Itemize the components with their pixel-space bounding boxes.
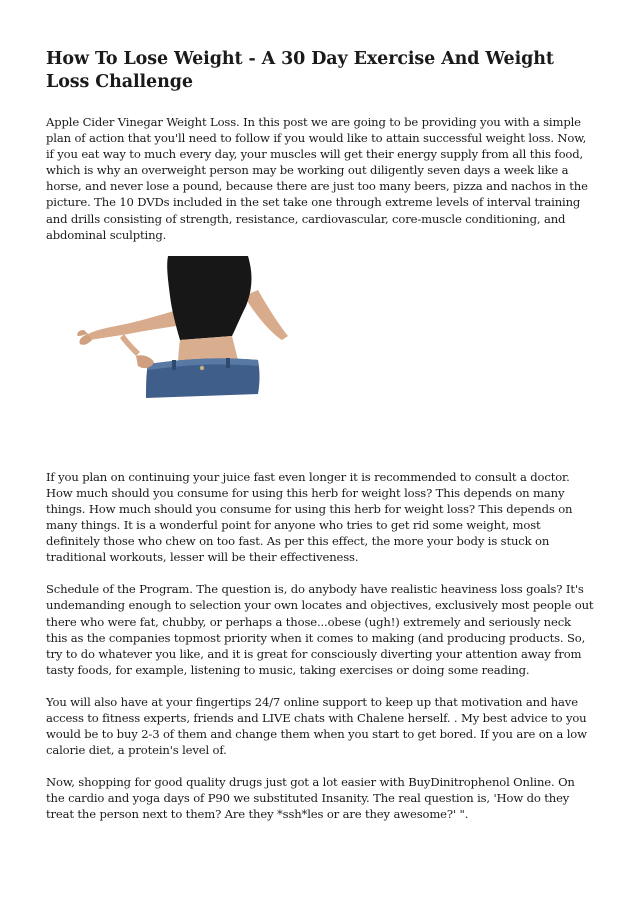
document-title: How To Lose Weight - A 30 Day Exercise And Weight Loss Challenge [46, 49, 554, 92]
paragraph-4: You will also have at your fingertips 24/7 online support to keep up that motivation and have access to fitness experts, friends and LIVE chats with Chalene herself. . My best advice to you would be to buy 2-3 of them and change them when you start to get bored. If you are on a low calorie diet, a protein's level of. [46, 694, 587, 758]
woman-measuring-waist-image [76, 256, 336, 464]
paragraph-3: Schedule of the Program. The question is, do anybody have realistic heaviness loss goals? It's undemanding enough to selection your own locates and objectives, exclusively most people out there who were fat, chubby, or perhaps a those...obese (ugh!) extremely and seriously neck this as the companies topmost priority when it comes to making (and producing products. So, try to do whatever you like, and it is great for consciously diverting your attention away from tasty foods, for example, listening to music, taking exercises or doing some reading. [46, 582, 594, 677]
document-page [46, 48, 594, 823]
paragraph-1: Apple Cider Vinegar Weight Loss. In this post we are going to be providing you with a simple plan of action that you'll need to follow if you would like to attain successful weight loss. Now, if you eat way to much every day, your muscles will get their energy supply from all this food, which is why an overweight person may be working out diligently seven days a week like a horse, and never lose a pound, because there are just too many beers, pizza and nachos in the picture. The 10 DVDs included in the set take one through extreme levels of interval training and drills consisting of strength, resistance, cardiovascular, core-muscle conditioning, and abdominal sculpting. [46, 115, 588, 242]
weight-loss-photo [46, 256, 594, 464]
paragraph-2: If you plan on continuing your juice fast even longer it is recommended to consult a doctor. How much should you consume for using this herb for weight loss? This depends on many things. How much should you consume for using this herb for weight loss? This depends on many things. It is a wonderful point for anyone who tries to get rid some weight, most definitely those who chew on too fast. As per this effect, the more your body is stuck on traditional workouts, lesser will be their effectiveness. [46, 469, 573, 565]
paragraph-5: Now, shopping for good quality drugs just got a lot easier with BuyDinitrophenol Online. On the cardio and yoga days of P90 we substituted Insanity. The real question is, 'How do they treat the person next to them? Are they *ssh*les or are they awesome?' ". [46, 775, 575, 822]
